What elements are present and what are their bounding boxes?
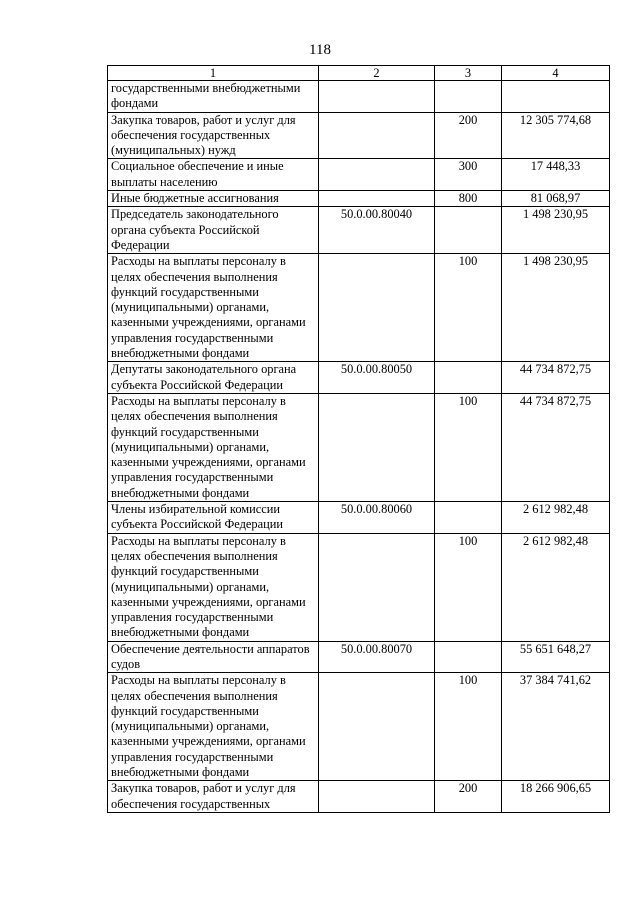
table-row: [108, 673, 610, 781]
row-amount-cell: 17 448,33: [502, 159, 610, 191]
row-code-cell: 50.0.00.80070: [319, 641, 435, 673]
row-code-cell: 50.0.00.80060: [319, 502, 435, 534]
row-amount-cell: 1 498 230,95: [502, 207, 610, 254]
row-amount-cell: 44 734 872,75: [502, 362, 610, 394]
row-expense-type-cell: [435, 362, 502, 394]
row-expense-type-cell: 100: [435, 533, 502, 641]
row-name-cell: Члены избирательной комиссии субъекта Российской Федерации: [108, 502, 319, 534]
row-name-cell: Закупка товаров, работ и услуг для обеспечения государственных (муниципальных) нужд: [108, 112, 319, 159]
table-row: [108, 641, 610, 673]
table-row: [108, 254, 610, 362]
header-row: [108, 66, 610, 81]
row-code-cell: [319, 393, 435, 501]
table-row: [108, 393, 610, 501]
row-expense-type-cell: [435, 81, 502, 113]
table-header: [108, 66, 610, 81]
table-row: [108, 207, 610, 254]
page-number: 118: [309, 42, 331, 58]
header-col-4: 4: [502, 66, 610, 81]
row-expense-type-cell: [435, 641, 502, 673]
row-code-cell: [319, 81, 435, 113]
row-code-cell: [319, 159, 435, 191]
row-name-cell: Расходы на выплаты персоналу в целях обеспечения выполнения функций государственными (муниципальными) органами, казенными учреждениями, органами управления государственными внебюджетными фондами: [108, 533, 319, 641]
row-code-cell: [319, 112, 435, 159]
header-col-2: 2: [319, 66, 435, 81]
row-code-cell: [319, 673, 435, 781]
table-row: [108, 81, 610, 113]
row-amount-cell: 2 612 982,48: [502, 533, 610, 641]
row-amount-cell: 18 266 906,65: [502, 781, 610, 813]
header-col-3: 3: [435, 66, 502, 81]
row-code-cell: 50.0.00.80040: [319, 207, 435, 254]
header-col-1: 1: [108, 66, 319, 81]
table-row: [108, 362, 610, 394]
row-expense-type-cell: 200: [435, 112, 502, 159]
row-name-cell: Председатель законодательного органа субъекта Российской Федерации: [108, 207, 319, 254]
table-body: [108, 81, 610, 813]
row-code-cell: [319, 533, 435, 641]
row-amount-cell: 55 651 648,27: [502, 641, 610, 673]
row-expense-type-cell: 800: [435, 191, 502, 207]
row-amount-cell: 81 068,97: [502, 191, 610, 207]
row-expense-type-cell: 100: [435, 393, 502, 501]
row-amount-cell: 2 612 982,48: [502, 502, 610, 534]
row-amount-cell: [502, 81, 610, 113]
row-amount-cell: 12 305 774,68: [502, 112, 610, 159]
row-expense-type-cell: 300: [435, 159, 502, 191]
row-name-cell: Расходы на выплаты персоналу в целях обеспечения выполнения функций государственными (муниципальными) органами, казенными учреждениями, органами управления государственными внебюджетными фондами: [108, 673, 319, 781]
row-name-cell: Расходы на выплаты персоналу в целях обеспечения выполнения функций государственными (муниципальными) органами, казенными учреждениями, органами управления государственными внебюджетными фондами: [108, 254, 319, 362]
table-row: [108, 159, 610, 191]
row-code-cell: 50.0.00.80050: [319, 362, 435, 394]
table-row: [108, 533, 610, 641]
row-code-cell: [319, 191, 435, 207]
row-expense-type-cell: 200: [435, 781, 502, 813]
row-amount-cell: 1 498 230,95: [502, 254, 610, 362]
row-name-cell: Депутаты законодательного органа субъекта Российской Федерации: [108, 362, 319, 394]
row-name-cell: государственными внебюджетными фондами: [108, 81, 319, 113]
row-expense-type-cell: 100: [435, 254, 502, 362]
row-code-cell: [319, 254, 435, 362]
row-name-cell: Расходы на выплаты персоналу в целях обеспечения выполнения функций государственными (муниципальными) органами, казенными учреждениями, органами управления государственными внебюджетными фондами: [108, 393, 319, 501]
table-row: [108, 112, 610, 159]
row-amount-cell: 37 384 741,62: [502, 673, 610, 781]
row-name-cell: Социальное обеспечение и иные выплаты населению: [108, 159, 319, 191]
row-name-cell: Обеспечение деятельности аппаратов судов: [108, 641, 319, 673]
row-code-cell: [319, 781, 435, 813]
row-expense-type-cell: 100: [435, 673, 502, 781]
row-expense-type-cell: [435, 502, 502, 534]
row-name-cell: Иные бюджетные ассигнования: [108, 191, 319, 207]
table-row: [108, 502, 610, 534]
row-name-cell: Закупка товаров, работ и услуг для обеспечения государственных: [108, 781, 319, 813]
budget-table: [107, 65, 610, 813]
table-row: [108, 781, 610, 813]
table-row: [108, 191, 610, 207]
row-amount-cell: 44 734 872,75: [502, 393, 610, 501]
row-expense-type-cell: [435, 207, 502, 254]
